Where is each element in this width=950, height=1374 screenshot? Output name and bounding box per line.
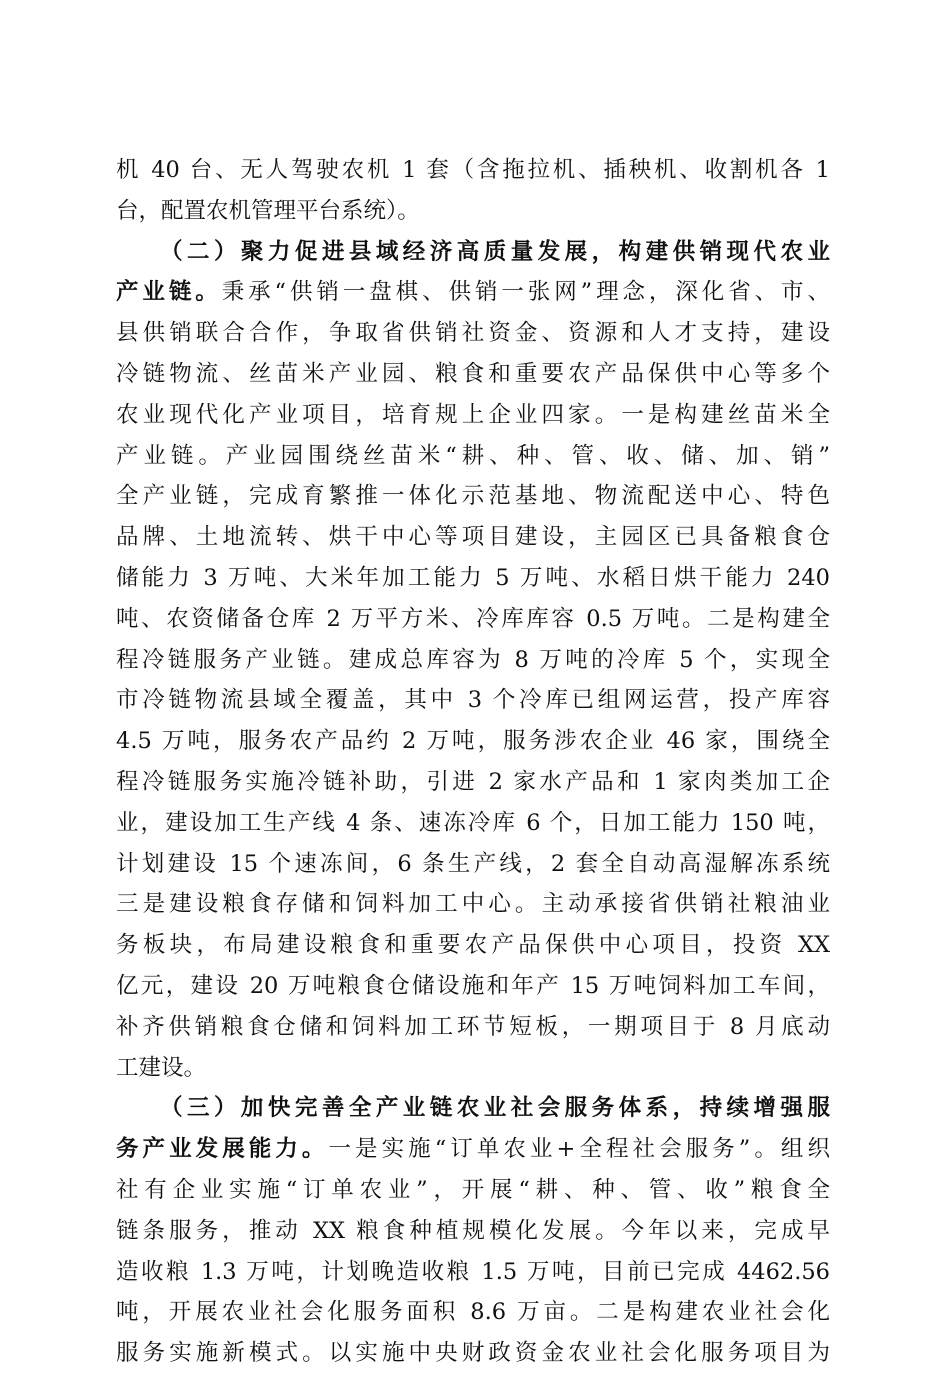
- text-line: 吨，开展农业社会化服务面积 8.6 万亩。二是构建农业社会化: [116, 1299, 830, 1326]
- text-line: 亿元，建设 20 万吨粮食仓储设施和年产 15 万吨饲料加工车间，: [116, 972, 830, 999]
- text-line: [116, 1129, 830, 1170]
- section-heading: （二）聚力促进县域经济高质量发展，构建供销现代农业: [160, 238, 830, 265]
- text-line: 台，配置农机管理平台系统）。: [116, 197, 420, 224]
- text-line: 造收粮 1.3 万吨，计划晚造收粮 1.5 万吨，目前已完成 4462.56: [116, 1258, 830, 1285]
- text-line: 补齐供销粮食仓储和饲料加工环节短板，一期项目于 8 月底动: [116, 1013, 830, 1040]
- text-line: 县供销联合合作，争取省供销社资金、资源和人才支持，建设: [116, 320, 830, 347]
- section-heading-continued: 务产业发展能力。: [116, 1136, 329, 1163]
- section-heading: （三）加快完善全产业链农业社会服务体系，持续增强服: [160, 1095, 830, 1122]
- text-line: 程冷链服务实施冷链补助，引进 2 家水产品和 1 家肉类加工企: [116, 768, 830, 795]
- text-line: 工建设。: [116, 1054, 207, 1081]
- text-line: 程冷链服务产业链。建成总库容为 8 万吨的冷库 5 个，实现全: [116, 646, 830, 673]
- text-run: 一是实施“订单农业+全程社会服务”。组织: [328, 1136, 830, 1163]
- text-line: 产业链。产业园围绕丝苗米“耕、种、管、收、储、加、销”: [116, 442, 830, 469]
- text-line: 三是建设粮食存储和饲料加工中心。主动承接省供销社粮油业: [116, 891, 830, 918]
- text-line: 储能力 3 万吨、大米年加工能力 5 万吨、水稻日烘干能力 240: [116, 564, 830, 591]
- text-line: 冷链物流、丝苗米产业园、粮食和重要农产品保供中心等多个: [116, 360, 830, 387]
- text-line: 计划建设 15 个速冻间，6 条生产线，2 套全自动高湿解冻系统: [116, 850, 830, 877]
- text-line: 品牌、土地流转、烘干中心等项目建设，主园区已具备粮食仓: [116, 524, 830, 551]
- text-line: 服务实施新模式。以实施中央财政资金农业社会化服务项目为: [116, 1340, 830, 1367]
- text-line: 社有企业实施“订单农业”，开展“耕、种、管、收”粮食全: [116, 1176, 830, 1203]
- text-line: 链条服务，推动 XX 粮食种植规模化发展。今年以来，完成早: [116, 1217, 830, 1244]
- text-line: 农业现代化产业项目，培育规上企业四家。一是构建丝苗米全: [116, 401, 830, 428]
- section-heading-continued: 产业链。: [116, 279, 222, 306]
- text-line: 吨、农资储备仓库 2 万平方米、冷库库容 0.5 万吨。二是构建全: [116, 605, 830, 632]
- text-line: [116, 272, 830, 313]
- text-line: 全产业链，完成育繁推一体化示范基地、物流配送中心、特色: [116, 483, 830, 510]
- text-line: 业，建设加工生产线 4 条、速冻冷库 6 个，日加工能力 150 吨，: [116, 809, 830, 836]
- text-line: 机 40 台、无人驾驶农机 1 套（含拖拉机、插秧机、收割机各 1: [116, 157, 830, 183]
- document-page: [116, 150, 830, 1374]
- text-run: 秉承“供销一盘棋、供销一张网”理念，深化省、市、: [221, 279, 830, 306]
- text-line: 4.5 万吨，服务农产品约 2 万吨，服务涉农企业 46 家，围绕全: [116, 728, 830, 755]
- text-line: 务板块，布局建设粮食和重要农产品保供中心项目，投资 XX: [116, 932, 830, 959]
- text-line: 市冷链物流县域全覆盖，其中 3 个冷库已组网运营，投产库容: [116, 687, 830, 714]
